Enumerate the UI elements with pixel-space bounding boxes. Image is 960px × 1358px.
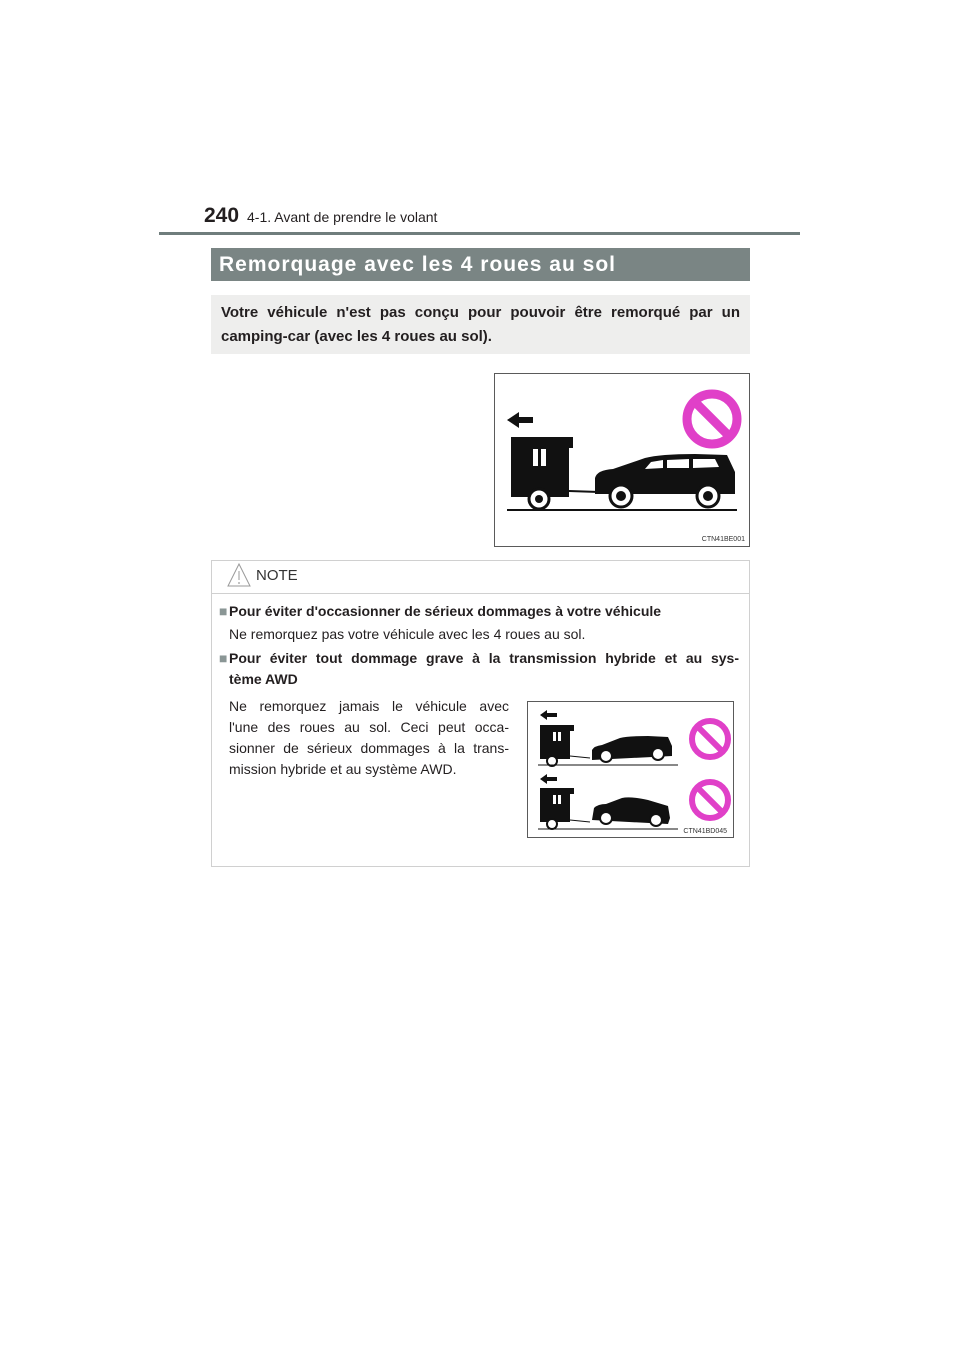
bullet-square-icon: ■ [219, 650, 228, 666]
header-divider [159, 232, 800, 235]
note-item-body: Ne remorquez jamais le véhicule avec l'une des roues au sol. Ceci peut occa- sionner de sérieux dommages à la trans- mission hybride et au système AWD. [229, 698, 509, 777]
camper-trailer [511, 437, 599, 509]
note-item-heading: ■ Pour éviter tout dommage grave à la transmission hybride et au sys- [219, 648, 739, 669]
towing-illustration [494, 373, 750, 547]
intro-text: Votre véhicule n'est pas conçu pour pouvoir être remorqué par un camping-car (avec les 4 roues au sol). [211, 295, 750, 354]
suv-car [595, 454, 735, 507]
page-number: 240 [204, 204, 240, 227]
note-item-heading-cont: tème AWD [229, 671, 298, 687]
note-title: NOTE [256, 567, 298, 584]
section-title: Remorquage avec les 4 roues au sol [211, 248, 750, 281]
hybrid-towing-illustration [527, 701, 734, 838]
warning-icon [227, 561, 251, 589]
note-header [212, 561, 749, 594]
bullet-square-icon: ■ [219, 603, 228, 619]
breadcrumb: 4-1. Avant de prendre le volant [247, 209, 438, 225]
direction-arrow-icon [507, 412, 533, 428]
note-item-body: Ne remorquez pas votre véhicule avec les 4 roues au sol. [229, 626, 586, 642]
figure-code: CTN41BE001 [701, 536, 745, 543]
figure-code: CTN41BD045 [683, 828, 727, 835]
prohibited-icon [687, 394, 737, 444]
note-box [211, 560, 750, 867]
note-item-heading: ■ Pour éviter d'occasionner de sérieux dommages à votre véhicule [219, 601, 739, 622]
